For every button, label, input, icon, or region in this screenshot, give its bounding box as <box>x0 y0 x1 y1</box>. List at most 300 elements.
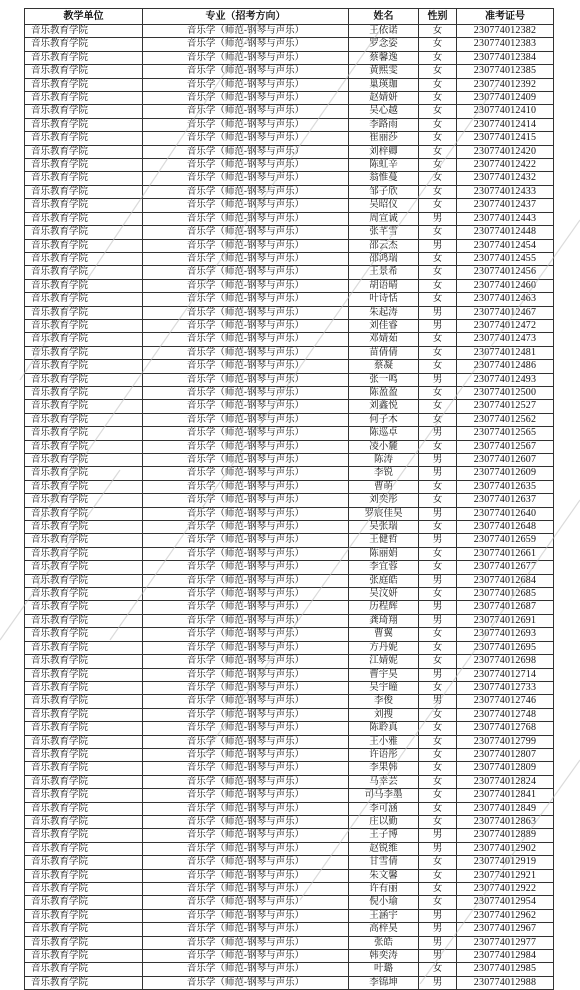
table-row <box>25 51 554 64</box>
unit-cell: 音乐教育学院 <box>25 306 143 319</box>
name-cell: 巢瑛珈 <box>349 78 419 91</box>
gender-cell: 女 <box>419 172 457 185</box>
gender-cell: 女 <box>419 641 457 654</box>
major-cell: 音乐学（师范-钢琴与声乐） <box>143 293 349 306</box>
gender-cell: 女 <box>419 185 457 198</box>
name-cell: 李锐 <box>349 467 419 480</box>
table-row <box>25 950 554 963</box>
major-cell: 音乐学（师范-钢琴与声乐） <box>143 172 349 185</box>
name-cell: 张庭皓 <box>349 574 419 587</box>
table-row <box>25 239 554 252</box>
table-row <box>25 534 554 547</box>
name-cell: 许有丽 <box>349 883 419 896</box>
major-cell: 音乐学（师范-钢琴与声乐） <box>143 588 349 601</box>
table-row <box>25 507 554 520</box>
unit-cell: 音乐教育学院 <box>25 681 143 694</box>
exam-id-cell: 230774012748 <box>457 708 554 721</box>
exam-id-cell: 230774012607 <box>457 454 554 467</box>
unit-cell: 音乐教育学院 <box>25 923 143 936</box>
exam-id-cell: 230774012902 <box>457 842 554 855</box>
name-cell: 历程辉 <box>349 601 419 614</box>
name-cell: 赵锐维 <box>349 842 419 855</box>
unit-cell: 音乐教育学院 <box>25 856 143 869</box>
name-cell: 吴汶妍 <box>349 588 419 601</box>
major-cell: 音乐学（师范-钢琴与声乐） <box>143 467 349 480</box>
unit-cell: 音乐教育学院 <box>25 815 143 828</box>
major-cell: 音乐学（师范-钢琴与声乐） <box>143 145 349 158</box>
gender-cell: 女 <box>419 386 457 399</box>
gender-cell: 女 <box>419 588 457 601</box>
gender-cell: 男 <box>419 306 457 319</box>
exam-id-cell: 230774012984 <box>457 950 554 963</box>
name-cell: 朱文馨 <box>349 869 419 882</box>
unit-cell: 音乐教育学院 <box>25 802 143 815</box>
name-cell: 李锦坤 <box>349 976 419 989</box>
gender-cell: 男 <box>419 467 457 480</box>
major-cell: 音乐学（师范-钢琴与声乐） <box>143 373 349 386</box>
name-cell: 胡语晴 <box>349 279 419 292</box>
name-cell: 司马李墨 <box>349 789 419 802</box>
major-cell: 音乐学（师范-钢琴与声乐） <box>143 65 349 78</box>
major-cell: 音乐学（师范-钢琴与声乐） <box>143 735 349 748</box>
unit-cell: 音乐教育学院 <box>25 51 143 64</box>
exam-id-cell: 230774012661 <box>457 547 554 560</box>
table-row <box>25 815 554 828</box>
major-cell: 音乐学（师范-钢琴与声乐） <box>143 547 349 560</box>
exam-id-cell: 230774012691 <box>457 614 554 627</box>
name-cell: 李宜蓉 <box>349 561 419 574</box>
unit-cell: 音乐教育学院 <box>25 547 143 560</box>
gender-cell: 男 <box>419 842 457 855</box>
unit-cell: 音乐教育学院 <box>25 775 143 788</box>
name-cell: 李俊 <box>349 695 419 708</box>
name-cell: 韩奕涛 <box>349 950 419 963</box>
exam-id-cell: 230774012841 <box>457 789 554 802</box>
gender-cell: 女 <box>419 333 457 346</box>
name-cell: 方丹妮 <box>349 641 419 654</box>
major-cell: 音乐学（师范-钢琴与声乐） <box>143 963 349 976</box>
major-cell: 音乐学（师范-钢琴与声乐） <box>143 413 349 426</box>
gender-cell: 女 <box>419 440 457 453</box>
major-cell: 音乐学（师范-钢琴与声乐） <box>143 386 349 399</box>
gender-cell: 男 <box>419 668 457 681</box>
exam-id-cell: 230774012687 <box>457 601 554 614</box>
gender-cell: 女 <box>419 681 457 694</box>
name-cell: 翁惟蔓 <box>349 172 419 185</box>
table-row <box>25 588 554 601</box>
unit-cell: 音乐教育学院 <box>25 950 143 963</box>
major-cell: 音乐学（师范-钢琴与声乐） <box>143 829 349 842</box>
gender-cell: 女 <box>419 360 457 373</box>
name-cell: 邵鸿瑞 <box>349 252 419 265</box>
major-cell: 音乐学（师范-钢琴与声乐） <box>143 319 349 332</box>
name-cell: 江婧妮 <box>349 655 419 668</box>
unit-cell: 音乐教育学院 <box>25 346 143 359</box>
table-row <box>25 842 554 855</box>
unit-cell: 音乐教育学院 <box>25 65 143 78</box>
major-cell: 音乐学（师范-钢琴与声乐） <box>143 655 349 668</box>
table-row <box>25 963 554 976</box>
major-cell: 音乐学（师范-钢琴与声乐） <box>143 212 349 225</box>
gender-cell: 女 <box>419 252 457 265</box>
name-cell: 刘奕彤 <box>349 494 419 507</box>
unit-cell: 音乐教育学院 <box>25 829 143 842</box>
major-cell: 音乐学（师范-钢琴与声乐） <box>143 883 349 896</box>
unit-cell: 音乐教育学院 <box>25 735 143 748</box>
unit-cell: 音乐教育学院 <box>25 25 143 38</box>
unit-cell: 音乐教育学院 <box>25 226 143 239</box>
exam-id-cell: 230774012799 <box>457 735 554 748</box>
exam-id-cell: 230774012565 <box>457 427 554 440</box>
name-cell: 刘鑫悦 <box>349 400 419 413</box>
table-row <box>25 266 554 279</box>
name-cell: 罗宸佳昊 <box>349 507 419 520</box>
unit-cell: 音乐教育学院 <box>25 212 143 225</box>
table-row <box>25 279 554 292</box>
table-row <box>25 386 554 399</box>
gender-cell: 女 <box>419 105 457 118</box>
gender-cell: 女 <box>419 92 457 105</box>
gender-cell: 女 <box>419 775 457 788</box>
major-cell: 音乐学（师范-钢琴与声乐） <box>143 534 349 547</box>
unit-cell: 音乐教育学院 <box>25 78 143 91</box>
major-cell: 音乐学（师范-钢琴与声乐） <box>143 199 349 212</box>
table-row <box>25 521 554 534</box>
major-cell: 音乐学（师范-钢琴与声乐） <box>143 92 349 105</box>
gender-cell: 女 <box>419 708 457 721</box>
major-cell: 音乐学（师范-钢琴与声乐） <box>143 815 349 828</box>
unit-cell: 音乐教育学院 <box>25 588 143 601</box>
major-cell: 音乐学（师范-钢琴与声乐） <box>143 252 349 265</box>
name-cell: 张皓 <box>349 936 419 949</box>
exam-id-cell: 230774012383 <box>457 38 554 51</box>
gender-cell: 男 <box>419 936 457 949</box>
unit-cell: 音乐教育学院 <box>25 601 143 614</box>
major-cell: 音乐学（师范-钢琴与声乐） <box>143 239 349 252</box>
gender-cell: 男 <box>419 427 457 440</box>
exam-id-cell: 230774012433 <box>457 185 554 198</box>
name-cell: 李可涵 <box>349 802 419 815</box>
table-row <box>25 628 554 641</box>
name-cell: 邓婧茹 <box>349 333 419 346</box>
table-row <box>25 722 554 735</box>
major-cell: 音乐学（师范-钢琴与声乐） <box>143 976 349 989</box>
name-cell: 曹宇昊 <box>349 668 419 681</box>
name-cell: 刘搜 <box>349 708 419 721</box>
unit-cell: 音乐教育学院 <box>25 883 143 896</box>
unit-cell: 音乐教育学院 <box>25 869 143 882</box>
major-cell: 音乐学（师范-钢琴与声乐） <box>143 25 349 38</box>
major-cell: 音乐学（师范-钢琴与声乐） <box>143 722 349 735</box>
name-cell: 龚琦翔 <box>349 614 419 627</box>
gender-cell: 男 <box>419 507 457 520</box>
exam-id-cell: 230774012695 <box>457 641 554 654</box>
name-cell: 王依诺 <box>349 25 419 38</box>
table-row <box>25 306 554 319</box>
table-row <box>25 601 554 614</box>
gender-cell: 女 <box>419 266 457 279</box>
exam-id-cell: 230774012733 <box>457 681 554 694</box>
exam-id-cell: 230774012684 <box>457 574 554 587</box>
major-cell: 音乐学（师范-钢琴与声乐） <box>143 521 349 534</box>
major-cell: 音乐学（师范-钢琴与声乐） <box>143 789 349 802</box>
major-cell: 音乐学（师范-钢琴与声乐） <box>143 641 349 654</box>
table-row <box>25 105 554 118</box>
header-name: 姓名 <box>349 9 419 25</box>
exam-id-cell: 230774012437 <box>457 199 554 212</box>
header-exam-id: 准考证号 <box>457 9 554 25</box>
exam-id-cell: 230774012460 <box>457 279 554 292</box>
name-cell: 凌小麓 <box>349 440 419 453</box>
unit-cell: 音乐教育学院 <box>25 92 143 105</box>
table-row <box>25 226 554 239</box>
unit-cell: 音乐教育学院 <box>25 440 143 453</box>
major-cell: 音乐学（师范-钢琴与声乐） <box>143 909 349 922</box>
exam-id-cell: 230774012954 <box>457 896 554 909</box>
exam-id-cell: 230774012921 <box>457 869 554 882</box>
name-cell: 王涵宇 <box>349 909 419 922</box>
gender-cell: 男 <box>419 212 457 225</box>
exam-id-cell: 230774012693 <box>457 628 554 641</box>
exam-id-cell: 230774012863 <box>457 815 554 828</box>
major-cell: 音乐学（师范-钢琴与声乐） <box>143 51 349 64</box>
table-row <box>25 561 554 574</box>
gender-cell: 女 <box>419 65 457 78</box>
exam-id-cell: 230774012420 <box>457 145 554 158</box>
major-cell: 音乐学（师范-钢琴与声乐） <box>143 950 349 963</box>
unit-cell: 音乐教育学院 <box>25 185 143 198</box>
exam-id-cell: 230774012455 <box>457 252 554 265</box>
exam-id-cell: 230774012562 <box>457 413 554 426</box>
table-row <box>25 25 554 38</box>
gender-cell: 女 <box>419 51 457 64</box>
exam-id-cell: 230774012486 <box>457 360 554 373</box>
name-cell: 曹萌 <box>349 480 419 493</box>
unit-cell: 音乐教育学院 <box>25 252 143 265</box>
table-row <box>25 212 554 225</box>
table-row <box>25 252 554 265</box>
table-row <box>25 38 554 51</box>
table-row <box>25 896 554 909</box>
exam-id-cell: 230774012384 <box>457 51 554 64</box>
exam-id-cell: 230774012714 <box>457 668 554 681</box>
gender-cell: 女 <box>419 883 457 896</box>
major-cell: 音乐学（师范-钢琴与声乐） <box>143 601 349 614</box>
unit-cell: 音乐教育学院 <box>25 521 143 534</box>
table-row <box>25 454 554 467</box>
unit-cell: 音乐教育学院 <box>25 400 143 413</box>
name-cell: 李路雨 <box>349 118 419 131</box>
exam-id-cell: 230774012500 <box>457 386 554 399</box>
unit-cell: 音乐教育学院 <box>25 105 143 118</box>
table-row <box>25 936 554 949</box>
table-row <box>25 467 554 480</box>
name-cell: 高梓昊 <box>349 923 419 936</box>
major-cell: 音乐学（师范-钢琴与声乐） <box>143 454 349 467</box>
table-row <box>25 883 554 896</box>
table-row <box>25 775 554 788</box>
table-row <box>25 748 554 761</box>
unit-cell: 音乐教育学院 <box>25 413 143 426</box>
exam-id-cell: 230774012493 <box>457 373 554 386</box>
gender-cell: 女 <box>419 963 457 976</box>
major-cell: 音乐学（师范-钢琴与声乐） <box>143 628 349 641</box>
unit-cell: 音乐教育学院 <box>25 976 143 989</box>
major-cell: 音乐学（师范-钢琴与声乐） <box>143 936 349 949</box>
unit-cell: 音乐教育学院 <box>25 842 143 855</box>
exam-id-cell: 230774012685 <box>457 588 554 601</box>
unit-cell: 音乐教育学院 <box>25 480 143 493</box>
gender-cell: 女 <box>419 25 457 38</box>
name-cell: 吴宇曈 <box>349 681 419 694</box>
exam-id-cell: 230774012392 <box>457 78 554 91</box>
exam-id-cell: 230774012409 <box>457 92 554 105</box>
gender-cell: 女 <box>419 856 457 869</box>
exam-id-cell: 230774012448 <box>457 226 554 239</box>
table-row <box>25 199 554 212</box>
major-cell: 音乐学（师范-钢琴与声乐） <box>143 185 349 198</box>
major-cell: 音乐学（师范-钢琴与声乐） <box>143 842 349 855</box>
exam-id-cell: 230774012385 <box>457 65 554 78</box>
table-row <box>25 976 554 989</box>
unit-cell: 音乐教育学院 <box>25 266 143 279</box>
table-row <box>25 319 554 332</box>
exam-id-cell: 230774012422 <box>457 159 554 172</box>
gender-cell: 女 <box>419 815 457 828</box>
name-cell: 陈巡卓 <box>349 427 419 440</box>
name-cell: 王子博 <box>349 829 419 842</box>
major-cell: 音乐学（师范-钢琴与声乐） <box>143 440 349 453</box>
unit-cell: 音乐教育学院 <box>25 695 143 708</box>
table-row <box>25 480 554 493</box>
table-row <box>25 92 554 105</box>
name-cell: 刘梓卿 <box>349 145 419 158</box>
table-row <box>25 494 554 507</box>
gender-cell: 男 <box>419 976 457 989</box>
unit-cell: 音乐教育学院 <box>25 789 143 802</box>
gender-cell: 女 <box>419 547 457 560</box>
gender-cell: 女 <box>419 159 457 172</box>
major-cell: 音乐学（师范-钢琴与声乐） <box>143 762 349 775</box>
table-row <box>25 762 554 775</box>
exam-id-cell: 230774012648 <box>457 521 554 534</box>
table-row <box>25 400 554 413</box>
major-cell: 音乐学（师范-钢琴与声乐） <box>143 494 349 507</box>
name-cell: 何子木 <box>349 413 419 426</box>
unit-cell: 音乐教育学院 <box>25 333 143 346</box>
gender-cell: 女 <box>419 655 457 668</box>
gender-cell: 女 <box>419 118 457 131</box>
table-row <box>25 802 554 815</box>
unit-cell: 音乐教育学院 <box>25 534 143 547</box>
gender-cell: 男 <box>419 373 457 386</box>
gender-cell: 女 <box>419 78 457 91</box>
name-cell: 曹翼 <box>349 628 419 641</box>
table-row <box>25 614 554 627</box>
unit-cell: 音乐教育学院 <box>25 655 143 668</box>
gender-cell: 男 <box>419 574 457 587</box>
exam-id-cell: 230774012889 <box>457 829 554 842</box>
name-cell: 邹子欣 <box>349 185 419 198</box>
major-cell: 音乐学（师范-钢琴与声乐） <box>143 856 349 869</box>
name-cell: 叶诗恬 <box>349 293 419 306</box>
unit-cell: 音乐教育学院 <box>25 159 143 172</box>
gender-cell: 女 <box>419 145 457 158</box>
exam-id-cell: 230774012962 <box>457 909 554 922</box>
major-cell: 音乐学（师范-钢琴与声乐） <box>143 507 349 520</box>
name-cell: 李果韩 <box>349 762 419 775</box>
unit-cell: 音乐教育学院 <box>25 936 143 949</box>
exam-id-cell: 230774012677 <box>457 561 554 574</box>
name-cell: 朱起涛 <box>349 306 419 319</box>
exam-id-cell: 230774012415 <box>457 132 554 145</box>
table-row <box>25 185 554 198</box>
exam-id-cell: 230774012967 <box>457 923 554 936</box>
exam-id-cell: 230774012432 <box>457 172 554 185</box>
gender-cell: 女 <box>419 199 457 212</box>
major-cell: 音乐学（师范-钢琴与声乐） <box>143 226 349 239</box>
exam-id-cell: 230774012824 <box>457 775 554 788</box>
name-cell: 刘佳睿 <box>349 319 419 332</box>
table-row <box>25 708 554 721</box>
header-unit: 教学单位 <box>25 9 143 25</box>
table-row <box>25 547 554 560</box>
unit-cell: 音乐教育学院 <box>25 172 143 185</box>
name-cell: 王健哲 <box>349 534 419 547</box>
major-cell: 音乐学（师范-钢琴与声乐） <box>143 105 349 118</box>
header-major: 专业（招考方向） <box>143 9 349 25</box>
table-row <box>25 681 554 694</box>
name-cell: 邵云杰 <box>349 239 419 252</box>
exam-id-cell: 230774012849 <box>457 802 554 815</box>
unit-cell: 音乐教育学院 <box>25 668 143 681</box>
exam-id-cell: 230774012382 <box>457 25 554 38</box>
exam-id-cell: 230774012567 <box>457 440 554 453</box>
unit-cell: 音乐教育学院 <box>25 614 143 627</box>
name-cell: 蔡馨逸 <box>349 51 419 64</box>
gender-cell: 女 <box>419 748 457 761</box>
gender-cell: 女 <box>419 722 457 735</box>
major-cell: 音乐学（师范-钢琴与声乐） <box>143 346 349 359</box>
exam-id-cell: 230774012807 <box>457 748 554 761</box>
name-cell: 苗倩倩 <box>349 346 419 359</box>
major-cell: 音乐学（师范-钢琴与声乐） <box>143 923 349 936</box>
exam-id-cell: 230774012919 <box>457 856 554 869</box>
exam-id-cell: 230774012659 <box>457 534 554 547</box>
major-cell: 音乐学（师范-钢琴与声乐） <box>143 708 349 721</box>
unit-cell: 音乐教育学院 <box>25 38 143 51</box>
exam-id-cell: 230774012635 <box>457 480 554 493</box>
unit-cell: 音乐教育学院 <box>25 386 143 399</box>
exam-id-cell: 230774012456 <box>457 266 554 279</box>
table-row <box>25 145 554 158</box>
table-row <box>25 373 554 386</box>
table-row <box>25 829 554 842</box>
gender-cell: 女 <box>419 628 457 641</box>
exam-id-cell: 230774012609 <box>457 467 554 480</box>
unit-cell: 音乐教育学院 <box>25 279 143 292</box>
unit-cell: 音乐教育学院 <box>25 762 143 775</box>
gender-cell: 女 <box>419 802 457 815</box>
gender-cell: 女 <box>419 293 457 306</box>
unit-cell: 音乐教育学院 <box>25 467 143 480</box>
name-cell: 许语彤 <box>349 748 419 761</box>
gender-cell: 女 <box>419 480 457 493</box>
name-cell: 马幸芸 <box>349 775 419 788</box>
gender-cell: 女 <box>419 735 457 748</box>
unit-cell: 音乐教育学院 <box>25 507 143 520</box>
gender-cell: 男 <box>419 601 457 614</box>
